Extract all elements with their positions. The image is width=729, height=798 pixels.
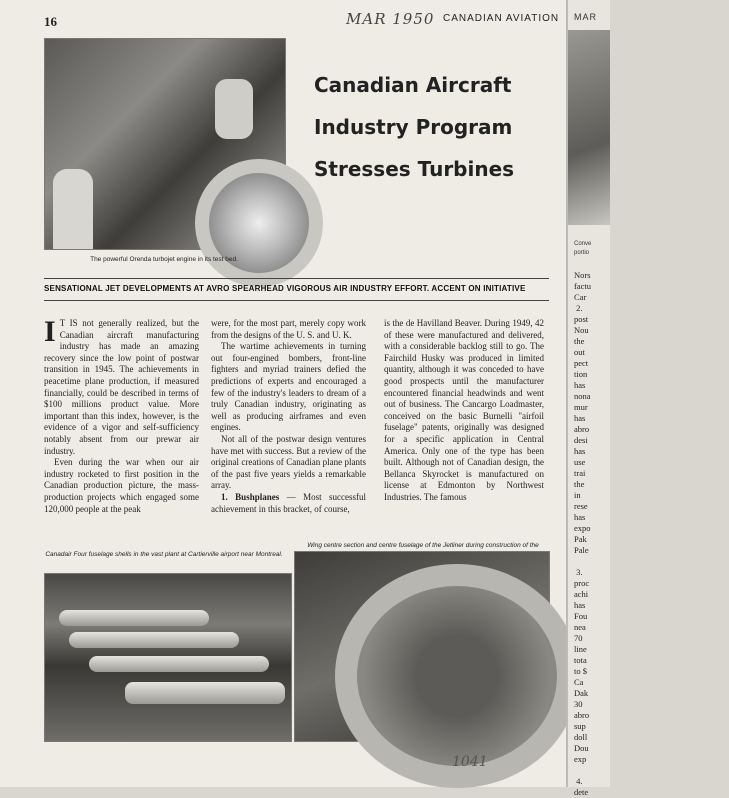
paragraph: is the de Havilland Beaver. During 1949, 42 of these were manufactured and delivered, with a considerable backlog still to go. The Fairchild Husky was produced in limited quantity, although it was conceded to have good prospects until the manufacturer encountered financial headwinds and went out of business. The Cancargo Loadmaster, conceived on the basic Burnelli "airfoil fuselage" patents, originally was designed for a specific application in Central America. Only one of the type has been built. Although not of Canadian design, the Bellanca Skyrocket is manufactured on license at Edmonton by Northwest Industries. The famous [384,318,544,502]
title-line: Canadian Aircraft [314,73,512,97]
page-number: 16 [44,14,57,29]
running-head: CANADIAN AVIATION [443,13,560,24]
photo-caption-left: Canadair Four fuselage shells in the vast plant at Cartierville airport near Montreal. [45,551,283,558]
section-label: 1. Bushplanes [221,491,280,502]
fuselage-shell [59,610,209,626]
engine-intake-ring [195,159,323,287]
article-column-2 [211,318,366,515]
title-line: Stresses Turbines [314,157,515,181]
adjacent-page-edge [566,0,610,797]
paragraph: Even during the war when our air industry rocketed to first position in the Canadian production picture, the mass-production projects which engaged some 120,000 people at the peak [44,457,199,514]
paragraph: — Most successful achievement in this bracket, of course, [211,491,367,514]
photo-caption-right: Wing centre section and centre fuselage of the Jetliner during construction of the [307,542,539,549]
photo-figure [53,169,93,249]
article-column-1 [44,315,199,515]
adjacent-column-text: Nors factu Car 2. post Nou the out pect tion has nona mur has abro desi has use trai the in rese has expo Pak Pale 3. proc achi has Fou nea 70 line tota to $ Ca Dak 30 abro sup doll Dou exp 4. dete [574,270,591,797]
ink-page-number: 1041 [452,754,488,770]
adjacent-running-head: MAR [574,12,597,22]
adjacent-photo [568,30,610,225]
drop-cap: I [44,315,56,348]
article-title [314,64,514,190]
adjacent-caption: Conve portio [574,241,592,256]
fuselage-shell [125,682,285,704]
title-line: Industry Program [314,115,513,139]
article-column-3 [384,318,544,504]
handwritten-date: MAR 1950 [346,10,435,28]
paragraph: The wartime achievements in turning out four-engined bombers, front-line fighters and myriad trainers defied the predictions of experts and encouraged a few of the industry's leaders to dream of a truly Canadian industry, originating as well as producing airframes and even engines. [211,341,366,433]
photo-caption-top: The powerful Orenda turbojet engine in its test bed. [90,256,238,263]
divider-rule [44,278,549,279]
fuselage-shells-photo [44,573,292,742]
divider-rule [44,300,549,301]
paragraph: T IS not generally realized, but the Canadian aircraft manufacturing industry has made an amazing recovery since the low point of postwar transition in 1945. The achievements in peacetime plane production, if measured financially, could be described in terms of $100 millions product value. More important than this index, however, is the evidence of a vigor and self-sufficiency notably absent from our prewar air industry. [44,318,199,456]
fuselage-shell [69,632,239,648]
fuselage-shell [89,656,269,672]
jetliner-wing-section-photo [294,551,550,742]
orenda-engine-photo [44,38,286,250]
paragraph: Not all of the postwar design ventures have met with success. But a review of the original creations of Canadian plane plants of the past five years yields a remarkable array. [211,433,366,491]
subheadline: SENSATIONAL JET DEVELOPMENTS AT AVRO SPEARHEAD VIGOROUS AIR INDUSTRY EFFORT. ACCENT ON INITIATIVE [44,284,526,293]
photo-figure [215,79,253,139]
paragraph: were, for the most part, merely copy work from the designs of the U. S. and U. K. [211,318,366,340]
